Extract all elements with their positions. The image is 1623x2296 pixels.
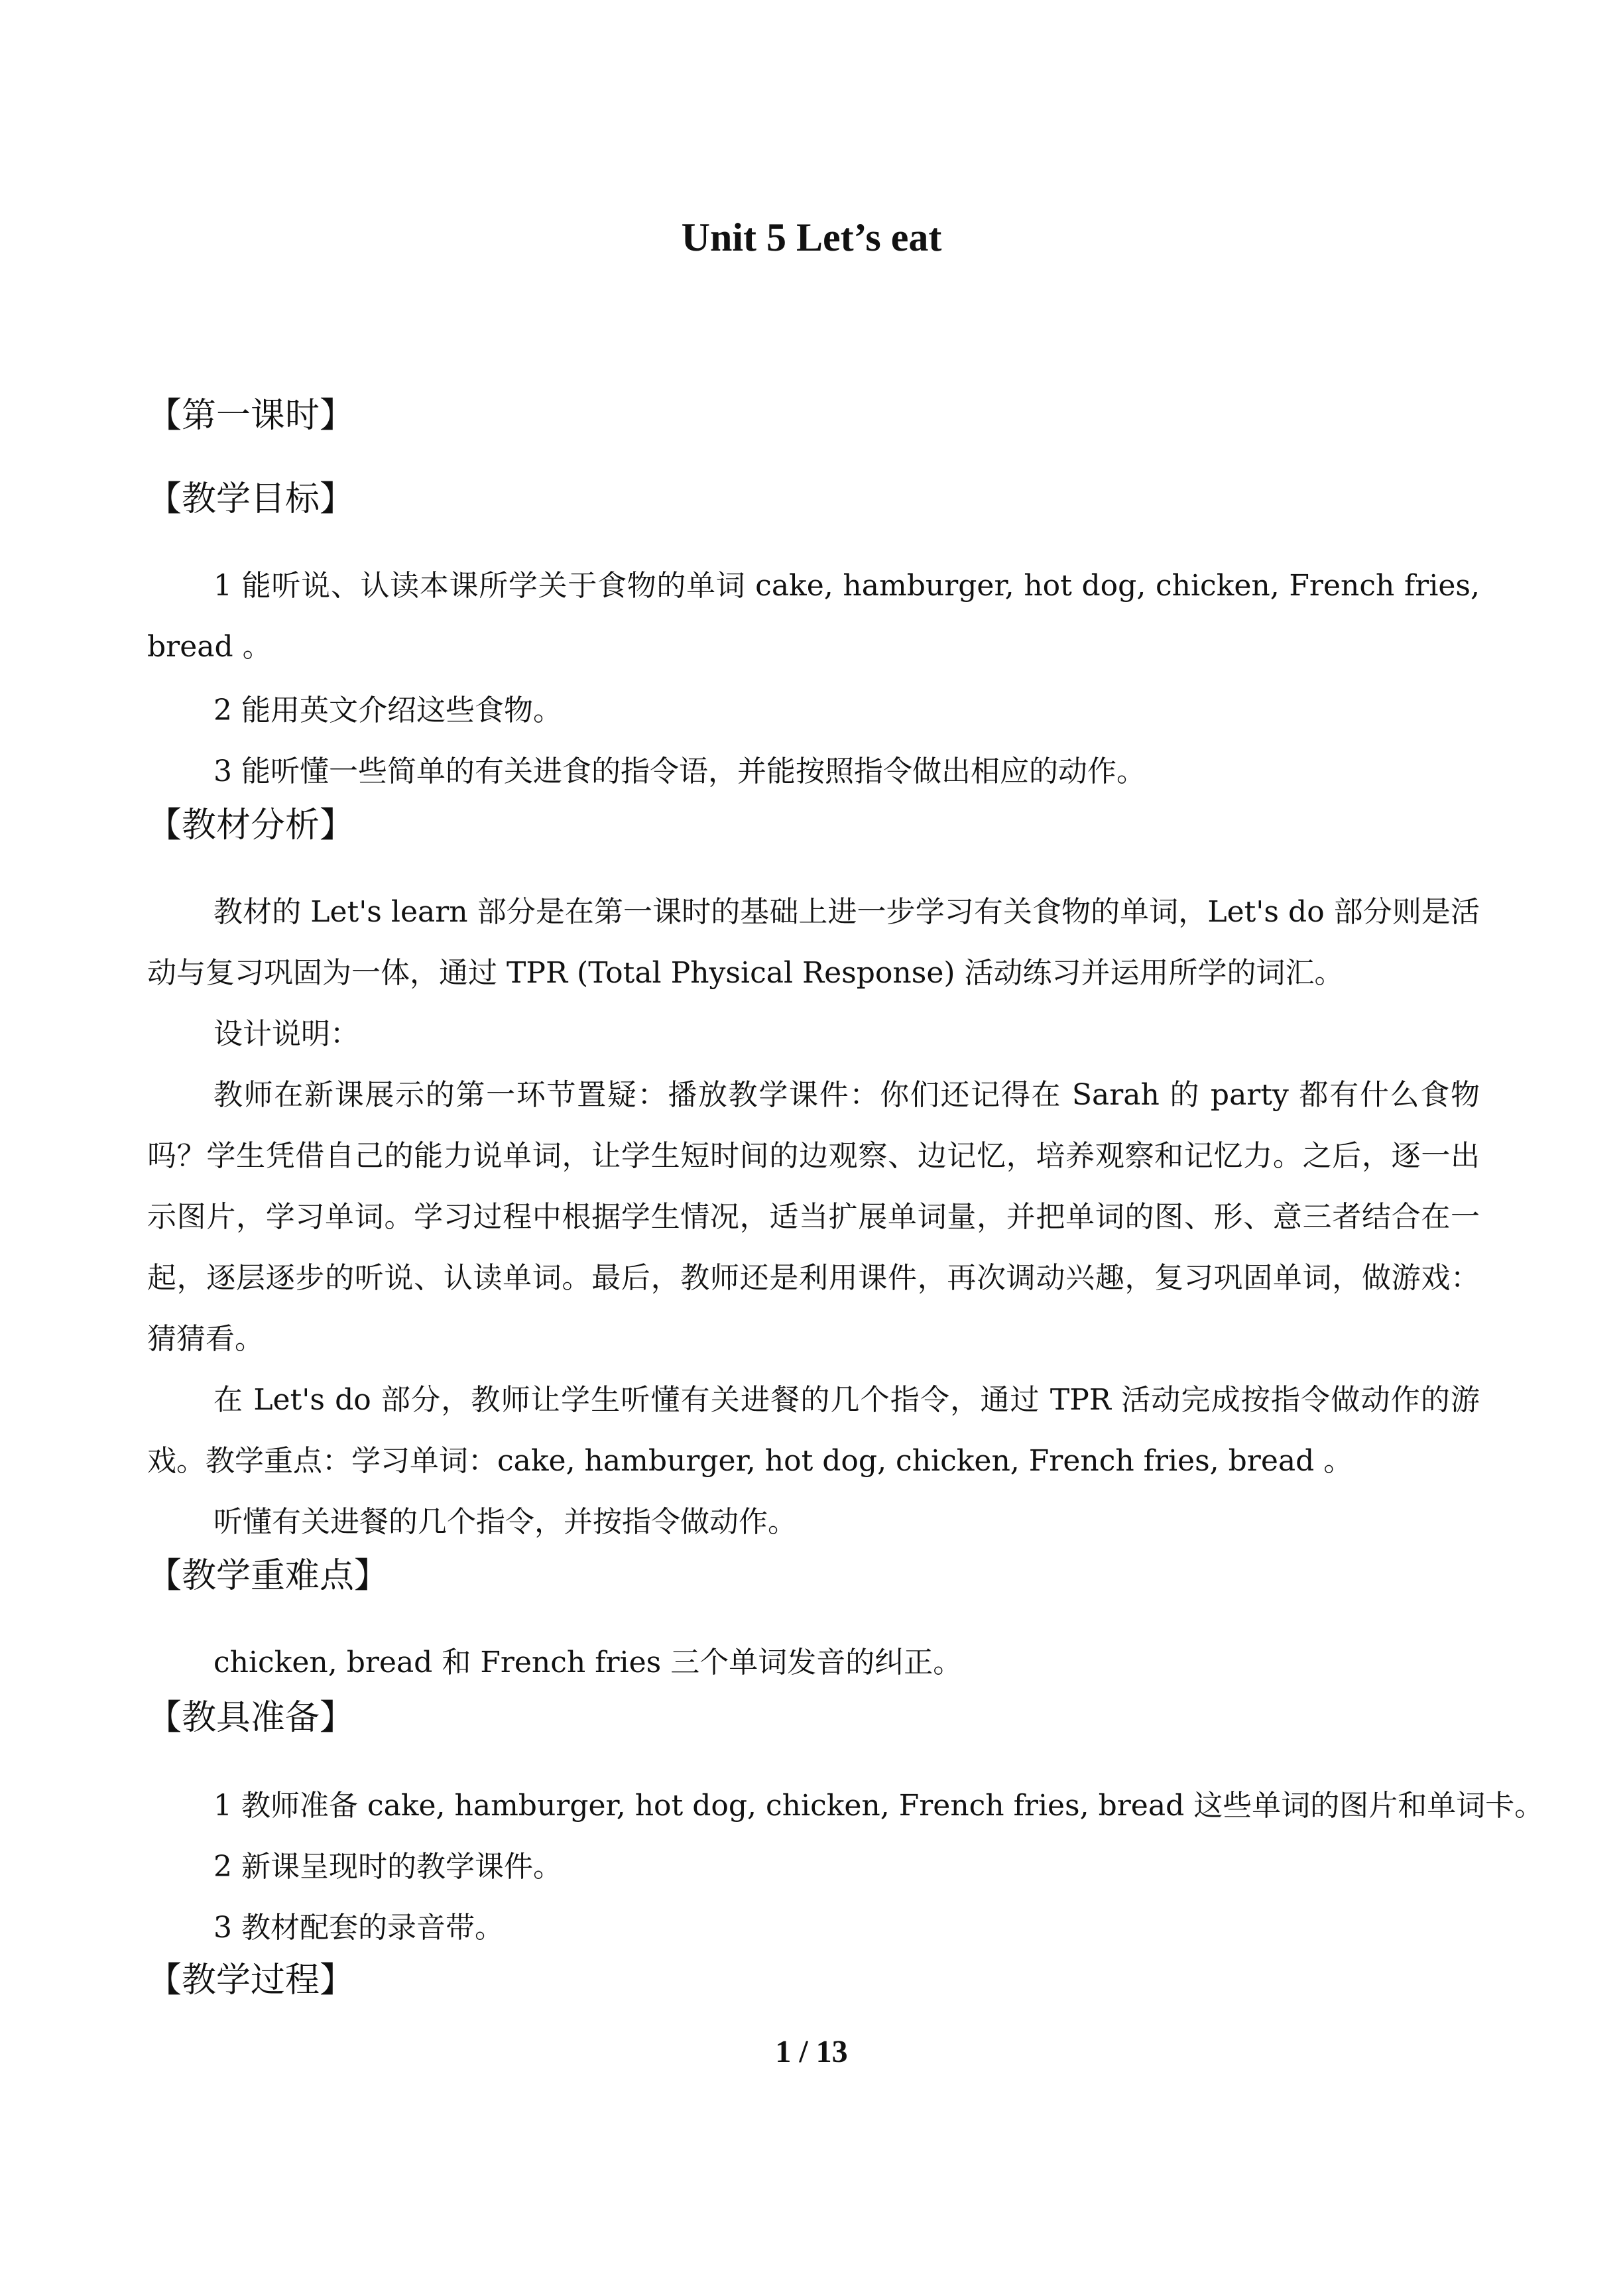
page-number: 1 / 13 — [775, 2034, 848, 2069]
analysis-paragraph-4: 听懂有关进餐的几个指令，并按指令做动作。 — [213, 1505, 797, 1539]
objectives-heading: 【教学目标】 — [147, 479, 355, 519]
difficulties-heading: 【教学重难点】 — [147, 1556, 389, 1596]
analysis-paragraph-2: 教师在新课展示的第一环节置疑：播放教学课件：你们还记得在 Sarah 的 party 都有什么食物吗？学生凭借自己的能力说单词，让学生短时间的边观察、边记忆，培养观察和记忆力。之后，逐一出示图片，学习单词。学习过程中根据学生情况，适当扩展单词量，并把单词的图、形、意三者结合在一起，逐层逐步的听说、认读单词。最后，教师还是利用课件，再次调动兴趣，复习巩固单词，做游戏：猜猜看。 — [147, 1078, 1480, 1356]
difficulties-text: chicken, bread 和 French fries 三个单词发音的纠正。 — [213, 1646, 963, 1679]
design-note-label: 设计说明： — [213, 1017, 359, 1051]
materials-item-2: 2 新课呈现时的教学课件。 — [213, 1850, 562, 1884]
analysis-paragraph-1: 教材的 Let's learn 部分是在第一课时的基础上进一步学习有关食物的单词，Let's do 部分则是活动与复习巩固为一体，通过 TPR (Total Physical Response) 活动练习并运用所学的词汇。 — [147, 895, 1480, 990]
materials-item-1: 1 教师准备 cake, hamburger, hot dog, chicken, French fries, bread 这些单词的图片和单词卡。 — [213, 1789, 1544, 1823]
objective-item-3: 3 能听懂一些简单的有关进食的指令语，并能按照指令做出相应的动作。 — [213, 755, 1146, 788]
process-heading: 【教学过程】 — [147, 1961, 355, 2000]
objective-item-1: 1 能听说、认读本课所学关于食物的单词 cake, hamburger, hot dog, chicken, French fries, bread 。 — [147, 569, 1480, 664]
materials-item-3: 3 教材配套的录音带。 — [213, 1911, 504, 1945]
analysis-paragraph-3: 在 Let's do 部分，教师让学生听懂有关进餐的几个指令，通过 TPR 活动完成按指令做动作的游戏。教学重点：学习单词：cake, hamburger, hot dog, chicken, French fries, bread 。 — [147, 1383, 1480, 1478]
analysis-heading: 【教材分析】 — [147, 806, 355, 845]
materials-heading: 【教具准备】 — [147, 1698, 355, 1738]
objective-item-2: 2 能用英文介绍这些食物。 — [213, 694, 562, 727]
document-title: Unit 5 Let’s eat — [681, 215, 942, 259]
lesson-heading: 【第一课时】 — [147, 396, 355, 436]
